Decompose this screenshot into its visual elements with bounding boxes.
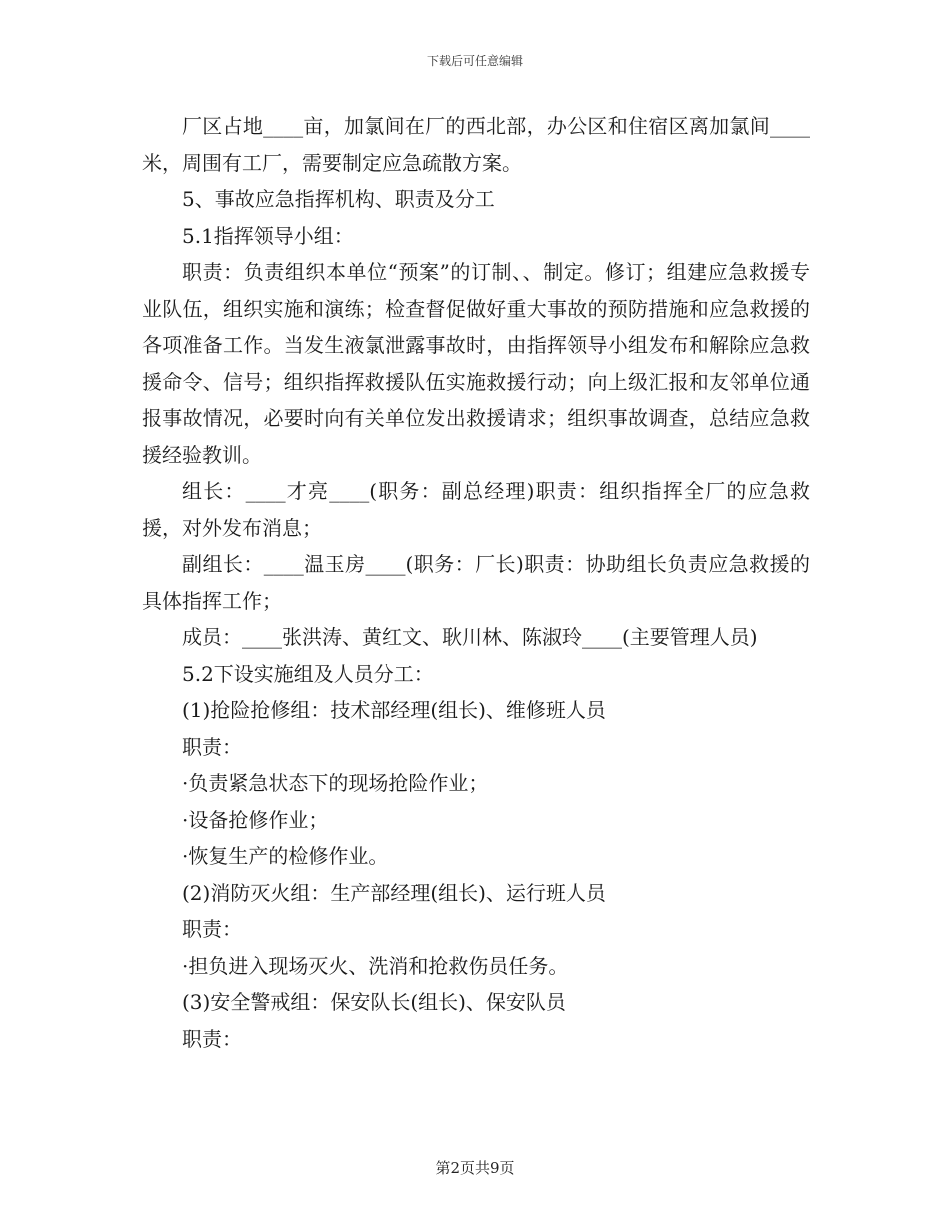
group-security: (3)安全警戒组：保安队长(组长)、保安队员 [182, 990, 566, 1014]
bullet-item: ·设备抢修作业； [182, 807, 329, 832]
paragraph-members: 成员：____张洪涛、黄红文、耿川林、陈淑玲____(主要管理人员) [182, 625, 758, 649]
paragraph-deputy: 副组长：____温玉房____(职务：厂长)职责：协助组长负责应急救援的具体指挥工作； [142, 552, 810, 613]
group-firefighting: (2)消防灭火组：生产部经理(组长)、运行班人员 [182, 880, 606, 905]
section-heading-5-1: 5.1指挥领导小组： [182, 223, 354, 248]
duty-label: 职责： [182, 917, 242, 941]
paragraph-leader: 组长：____才亮____(职务：副总经理)职责：组织指挥全厂的应急救援，对外发布消息； [142, 479, 810, 540]
duty-label: 职责： [182, 734, 242, 759]
group-repair: (1)抢险抢修组：技术部经理(组长)、维修班人员 [182, 698, 606, 722]
document-body [142, 108, 810, 1057]
section-heading-5-2: 5.2下设实施组及人员分工： [182, 661, 434, 686]
bullet-item: ·负责紧急状态下的现场抢险作业； [182, 771, 489, 795]
paragraph-site: 厂区占地____亩，加氯间在厂的西北部，办公区和住宿区离加氯间____米，周围有工厂，需要制定应急疏散方案。 [142, 114, 810, 175]
bullet-item: ·恢复生产的检修作业。 [182, 844, 389, 868]
duty-label: 职责： [182, 1026, 242, 1051]
header-note: 下载后可任意编辑 [426, 54, 523, 68]
section-heading-5: 5、事故应急指挥机构、职责及分工 [182, 187, 495, 211]
paragraph-command-duties: 职责：负责组织本单位“预案”的订制、、制定。修订；组建应急救援专业队伍，组织实施和演练；检查督促做好重大事故的预防措施和应急救援的各项准备工作。当发生液氯泄露事故时，由指挥领导小组发布和解除应急救援命令、信号；组织指挥救援队伍实施救援行动；向上级汇报和友邻单位通报事故情况，必要时向有关单位发出救援请求；组织事故调查，总结应急救援经验教训。 [142, 260, 810, 467]
page-number: 第2页共9页 [435, 1159, 515, 1177]
bullet-item: ·担负进入现场灭火、洗消和抢救伤员任务。 [182, 953, 569, 978]
